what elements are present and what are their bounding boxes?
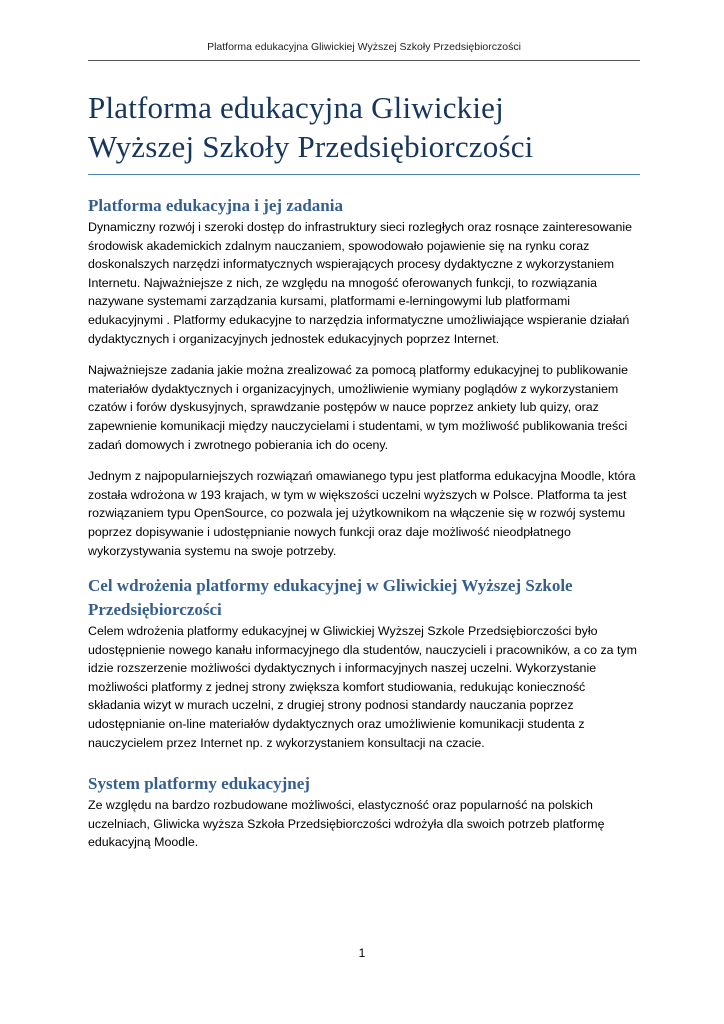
section-heading: Cel wdrożenia platformy edukacyjnej w Gliwickiej Wyższej Szkole Przedsiębiorczości <box>88 576 573 620</box>
section-heading: System platformy edukacyjnej <box>88 774 310 794</box>
document-title <box>88 88 640 166</box>
paragraph: Dynamiczny rozwój i szeroki dostęp do infrastruktury sieci rozległych oraz rosnące zainteresowanie środowisk akademickich zdalnym nauczaniem, spowodowało pojawienie się na rynku coraz doskonalszych narzędzi informatycznych wspierających procesy dydaktyczne z wykorzystaniem Internetu. Najważniejsze z nich, ze względu na mnogość oferowanych funkcji, to rozwiązania nazywane systemami zarządzania kursami, platformami e-lerningowymi lub platformami edukacyjnymi . Platformy edukacyjne to narzędzia informatyczne umożliwiające wspieranie działań dydaktycznych i organizacyjnych jednostek edukacyjnych poprzez Internet. <box>88 220 633 346</box>
section-platform-tasks <box>88 194 640 560</box>
paragraph: Jednym z najpopularniejszych rozwiązań omawianego typu jest platforma edukacyjna Moodle, która została wdrożona w 193 krajach, w tym w większości uczelni wyższych w Polsce. Platforma ta jest rozwiązaniem typu OpenSource, co pozwala jej użytkownikom na włączenie się w rozwój systemu poprzez dopisywanie i udostępnianie nowych funkcji oraz daje możliwość nieodpłatnego wykorzystywania systemu na swoje potrzeby. <box>88 469 636 558</box>
document-body <box>88 194 640 865</box>
document-title-block <box>88 88 640 175</box>
document-title-line-1: Platforma edukacyjna Gliwickiej <box>88 90 504 125</box>
document-title-line-2: Wyższej Szkoły Przedsiębiorczości <box>88 129 534 164</box>
paragraph: Ze względu na bardzo rozbudowane możliwości, elastyczność oraz popularność na polskich uczelniach, Gliwicka wyższa Szkoła Przedsiębiorczości wdrożyła dla swoich potrzeb platformę edukacyjną Moodle. <box>88 798 605 850</box>
section-deployment-goal <box>88 574 640 752</box>
running-header-text: Platforma edukacyjna Gliwickiej Wyższej Szkoły Przedsiębiorczości <box>207 41 521 53</box>
section-platform-system <box>88 772 640 852</box>
paragraph: Najważniejsze zadania jakie można zrealizować za pomocą platformy edukacyjnej to publikowanie materiałów dydaktycznych i organizacyjnych, umożliwienie wymiany poglądów z wykorzystaniem czatów i forów dyskusyjnych, sprawdzanie postępów w nauce poprzez ankiety lub quizy, oraz zapewnienie komunikacji między nauczycielami i studentami, w tym możliwość publikowania treści zadań domowych i zwrotnego pobierania ich do oceny. <box>88 363 628 452</box>
running-header <box>88 40 640 61</box>
page-number: 1 <box>358 946 366 960</box>
section-heading: Platforma edukacyjna i jej zadania <box>88 196 343 215</box>
paragraph: Celem wdrożenia platformy edukacyjnej w Gliwickiej Wyższej Szkole Przedsiębiorczości było udostępnienie nowego kanału informacyjnego dla studentów, nauczycieli i pracowników, a co za tym idzie rozszerzenie możliwości dydaktycznych i informacyjnych naszej uczelni. Wykorzystanie możliwości platformy z jednej strony zwiększa komfort studiowania, redukując konieczność składania wizyt w murach uczelni, z drugiej strony podnosi standardy nauczania poprzez udostępnianie on-line materiałów dydaktycznych oraz umożliwienie komunikacji studenta z nauczycielem przez Internet np. z wykorzystaniem konsultacji na czacie. <box>88 624 637 750</box>
